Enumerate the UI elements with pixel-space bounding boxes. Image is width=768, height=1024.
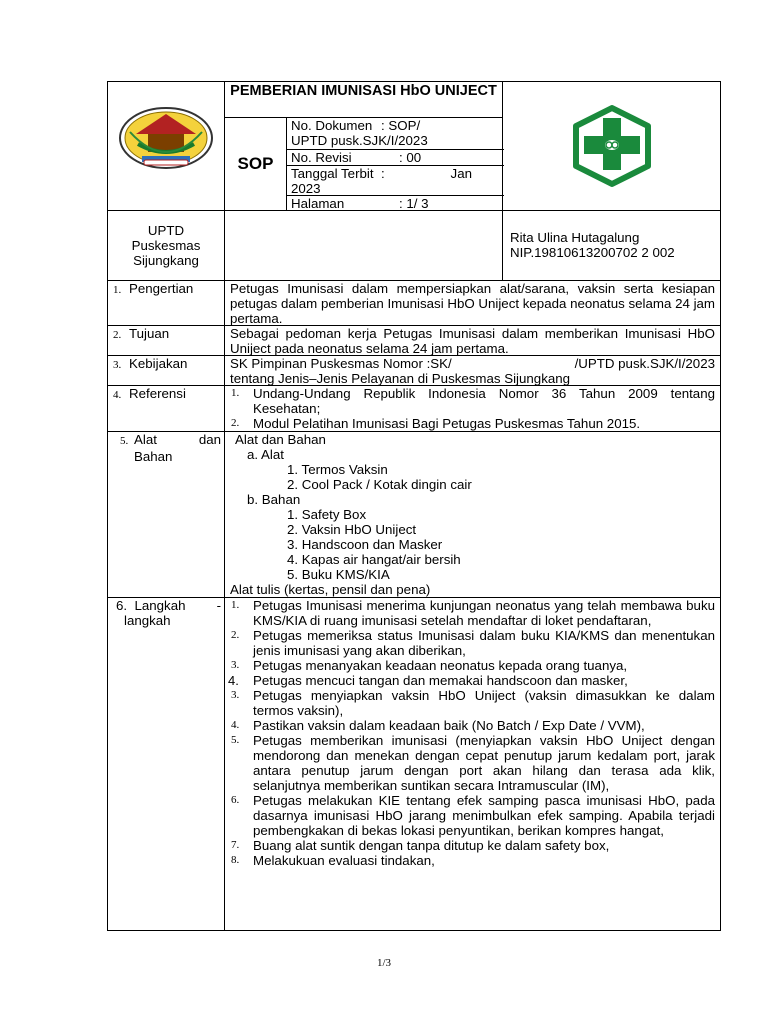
list-item: 3. Handscoon dan Masker [287, 537, 443, 552]
row-label-line1: 5. Alat dan [120, 432, 221, 447]
row-referensi [107, 385, 721, 432]
policy-line-b: /UPTD pusk.SJK/I/2023 [574, 356, 715, 371]
row-pengertian [107, 280, 721, 326]
meta-value-a: : SOP/ [381, 118, 421, 133]
list-item: 2. Cool Pack / Kotak dingin cair [287, 477, 472, 492]
row-label-line2: langkah [124, 613, 171, 628]
step-item: 1. Petugas Imunisasi menerima kunjungan neonatus yang telah membawa buku KMS/KIA di ruang imunisasi setelah mendaftar di loket pendaftaran, [231, 598, 715, 628]
list-item: 2. Vaksin HbO Uniject [287, 522, 417, 537]
row-label: Pengertian [129, 281, 194, 296]
content-cell: Petugas Imunisasi dalam mempersiapkan alat/sarana, vaksin serta kesiapan petugas dalam pemberian Imunisasi HbO Uniject kepada neonatus selama 24 jam pertama. [224, 280, 721, 326]
puskesmas-logo-icon [503, 82, 722, 212]
row-label-line2: Bahan [134, 449, 173, 464]
meta-revision [287, 150, 504, 166]
row-label: Tujuan [129, 326, 170, 341]
step-item: 6. Petugas melakukan KIE tentang efek samping pasca imunisasi HbO, pada dasarnya imunisasi HbO jarang menimbulkan efek samping. Apabila terjadi pembengkakan di bekas lokasi penyuntikan, berikan kompres hangat, [231, 793, 715, 838]
meta-doc-number [287, 118, 504, 150]
step-item: 2. Petugas memeriksa status Imunisasi dalam buku KIA/KMS dan menentukan jenis imunisasi yang akan diberikan, [231, 628, 715, 658]
list-item: 1. Safety Box [287, 507, 367, 522]
signer-nip: NIP.19810613200702 2 002 [510, 245, 675, 260]
meta-issue-date [287, 166, 504, 196]
step-item: 5. Petugas memberikan imunisasi (menyiapkan vaksin HbO Uniject dengan mendorong dan menekan dengan cepat penutup jarum kedalam port, jarak antara penutup jarum dengan port akan hilang dan terasa ada klik, selanjutnya memberikan suntikan secara Intramuscular (IM), [231, 733, 715, 793]
alat-heading: Alat dan Bahan [235, 432, 326, 447]
meta-value-b: Jan [450, 166, 472, 181]
step-item: 8. Melakukuan evaluasi tindakan, [231, 853, 435, 868]
policy-line-a: SK Pimpinan Puskesmas Nomor :SK/ [230, 356, 452, 371]
right-logo-cell [502, 81, 721, 211]
step-text: Petugas memberikan imunisasi (menyiapkan vaksin HbO Uniject dengan mendorong dan menekan dengan cepat penutup jarum kedalam port, jarak antara penutup jarum dengan port akan hilang dan terasa ada klik, selanjutnya memberikan suntikan secara Intramuscular (IM), [253, 733, 715, 793]
label-cell [107, 385, 225, 432]
list-item: 1. Undang-Undang Republik Indonesia Nomor 36 Tahun 2009 tentang Kesehatan; [231, 386, 715, 416]
policy-line-2: tentang Jenis–Jenis Pelayanan di Puskesmas Sijungkang [230, 371, 571, 386]
step-item: 4. Pastikan vaksin dalam keadaan baik (No Batch / Exp Date / VVM), [231, 718, 645, 733]
meta-label: No. Dokumen [291, 118, 373, 133]
row-kebijakan [107, 355, 721, 386]
row-alat-bahan [107, 431, 721, 598]
step-item: 3. Petugas menyiapkan vaksin HbO Uniject (vaksin dimasukkan ke dalam termos vaksin), [231, 688, 715, 718]
document-meta [286, 117, 503, 211]
row-number: 3. [113, 359, 122, 371]
step-text: Petugas melakukan KIE tentang efek samping pasca imunisasi HbO, pada dasarnya imunisasi HbO jarang menimbulkan efek samping. Apabila terjadi pembengkakan di bekas lokasi penyuntikan, berikan kompres hangat, [253, 793, 715, 838]
step-text: Petugas menyiapkan vaksin HbO Uniject (vaksin dimasukkan ke dalam termos vaksin), [253, 688, 715, 718]
meta-label: Halaman [291, 196, 345, 211]
list-item: 2. Modul Pelatihan Imunisasi Bagi Petugas Puskesmas Tahun 2015. [231, 416, 641, 431]
step-text: Petugas menanyakan keadaan neonatus kepada orang tuanya, [253, 658, 628, 673]
meta-page [287, 196, 504, 211]
list-item: 5. Buku KMS/KIA [287, 567, 390, 582]
meta-value-c: 2023 [291, 181, 321, 196]
row-number: 2. [113, 329, 122, 341]
regional-emblem-icon [108, 82, 226, 212]
list-item-text: Modul Pelatihan Imunisasi Bagi Petugas Puskesmas Tahun 2015. [253, 416, 641, 431]
organization-name: UPTD Puskesmas Sijungkang [107, 210, 225, 281]
row-label: Kebijakan [129, 356, 188, 371]
meta-label: No. Revisi [291, 150, 352, 165]
row-tujuan [107, 325, 721, 356]
list-item: 4. Kapas air hangat/air bersih [287, 552, 461, 567]
page-number: 1/3 [376, 957, 392, 969]
step-item: 3. Petugas menanyakan keadaan neonatus kepada orang tuanya, [231, 658, 628, 673]
step-text: Pastikan vaksin dalam keadaan baik (No Batch / Exp Date / VVM), [253, 718, 645, 733]
step-text: Petugas mencuci tangan dan memakai handscoon dan masker, [253, 673, 628, 688]
step-text: Petugas memeriksa status Imunisasi dalam buku KIA/KMS dan menentukan jenis imunisasi yang akan diberikan, [253, 628, 715, 658]
step-text: Melakukuan evaluasi tindakan, [253, 853, 435, 868]
label-cell [107, 325, 225, 356]
meta-value: : 00 [399, 150, 422, 165]
document-title: PEMBERIAN IMUNISASI HbO UNIJECT [224, 81, 503, 118]
sop-label: SOP [224, 117, 287, 211]
content-cell [224, 431, 721, 598]
step-text: Petugas Imunisasi menerima kunjungan neonatus yang telah membawa buku KMS/KIA di ruang imunisasi setelah mendaftar di loket pendaftaran, [253, 598, 715, 628]
row-number: 1. [113, 284, 122, 296]
label-cell [107, 355, 225, 386]
left-logo-cell [107, 81, 225, 211]
meta-value-a: : [381, 166, 385, 181]
sop-header-table [107, 81, 721, 281]
signatory [502, 210, 721, 281]
alat-tail: Alat tulis (kertas, pensil dan pena) [230, 582, 431, 597]
list-item-text: Undang-Undang Republik Indonesia Nomor 36 Tahun 2009 tentang Kesehatan; [253, 386, 715, 416]
label-cell [107, 280, 225, 326]
content-cell [224, 385, 721, 432]
meta-value: : 1/ 3 [399, 196, 429, 211]
content-cell [224, 355, 721, 386]
step-item: 4. Petugas mencuci tangan dan memakai handscoon dan masker, [228, 673, 628, 688]
row-number: 4. [113, 389, 122, 401]
list-item: 1. Termos Vaksin [287, 462, 388, 477]
meta-value-b: UPTD pusk.SJK/I/2023 [291, 133, 428, 148]
row-label-line1: 6. Langkah - [116, 598, 221, 613]
content-cell [224, 597, 721, 931]
blank-cell [224, 210, 503, 281]
row-langkah [107, 597, 721, 931]
meta-label: Tanggal Terbit [291, 166, 374, 181]
label-cell [107, 431, 225, 598]
step-text: Buang alat suntik dengan tanpa ditutup ke dalam safety box, [253, 838, 610, 853]
row-label: Referensi [129, 386, 186, 401]
alat-b-label: b. Bahan [247, 492, 301, 507]
step-item: 7. Buang alat suntik dengan tanpa ditutup ke dalam safety box, [231, 838, 610, 853]
alat-a-label: a. Alat [247, 447, 284, 462]
label-cell [107, 597, 225, 931]
signer-name: Rita Ulina Hutagalung [510, 230, 640, 245]
content-cell: Sebagai pedoman kerja Petugas Imunisasi dalam memberikan Imunisasi HbO Uniject pada neonatus selama 24 jam pertama. [224, 325, 721, 356]
